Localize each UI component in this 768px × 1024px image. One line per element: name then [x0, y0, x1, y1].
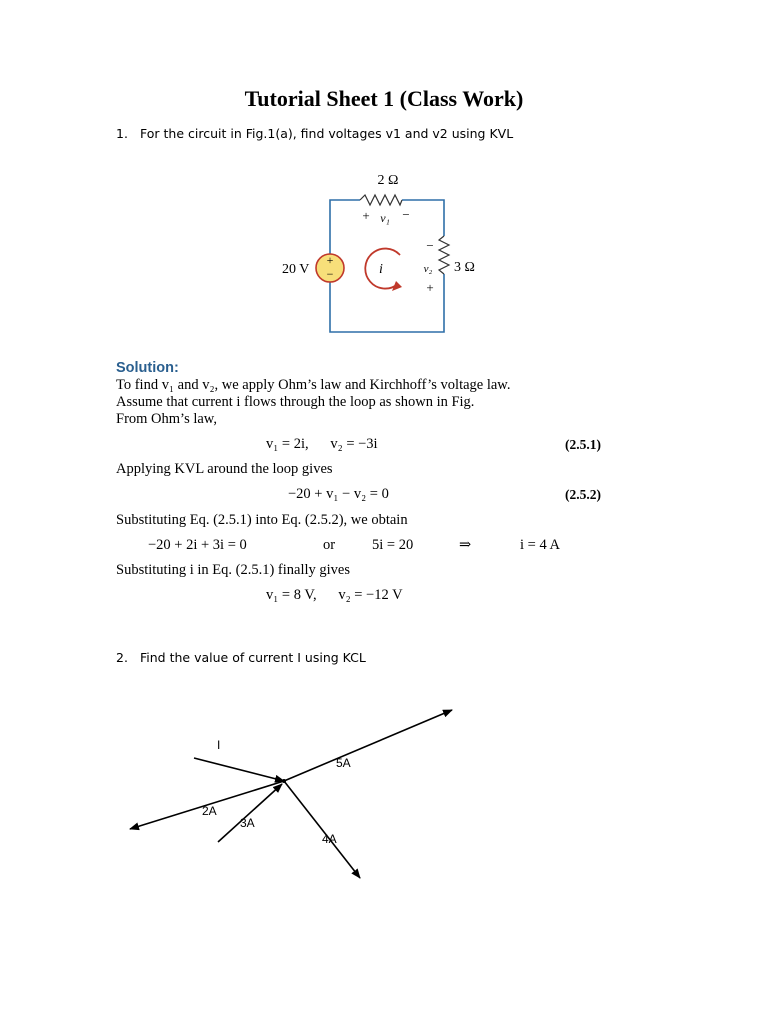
question-1 — [116, 126, 513, 141]
equation-3a: −20 + 2i + 3i = 0 — [148, 537, 247, 553]
implies-arrow: ⇒ — [459, 537, 472, 553]
solution-substitute-line: Substituting Eq. (2.5.1) into Eq. (2.5.2), we obtain — [116, 512, 408, 528]
source-label: 20 V — [282, 262, 310, 277]
branch-I — [194, 758, 284, 781]
v2-label: v₂ — [423, 263, 433, 275]
equation-2-5-2-number: (2.5.2) — [565, 487, 601, 502]
equation-3c: i = 4 A — [520, 537, 561, 553]
label-5A: 5A — [336, 756, 351, 770]
solution-line-3: From Ohm’s law, — [116, 411, 217, 427]
solution-line-2: Assume that current i flows through the loop as shown in Fig. — [116, 394, 475, 410]
kcl-diagram — [110, 690, 490, 890]
v2-top-sign: − — [426, 238, 434, 253]
source-minus: − — [326, 267, 334, 281]
label-3A: 3A — [240, 816, 255, 830]
question-2-number: 2. — [116, 650, 128, 665]
solution-heading: Solution: — [116, 360, 179, 376]
question-1-number: 1. — [116, 126, 128, 141]
question-2 — [116, 650, 366, 665]
circuit-diagram — [270, 160, 490, 340]
label-2A: 2A — [202, 804, 217, 818]
solution-kvl-line: Applying KVL around the loop gives — [116, 461, 333, 477]
label-4A: 4A — [322, 832, 337, 846]
question-2-text: Find the value of current I using KCL — [140, 650, 366, 665]
v1-label: v₁ — [380, 211, 390, 225]
solution-line-1: To find v₁ and v₂, we apply Ohm’s law and Kirchhoff’s voltage law. — [116, 377, 511, 393]
current-label: i — [379, 262, 383, 277]
v1-plus: + — [362, 208, 370, 223]
equation-2-5-1: v₁ = 2i, v₂ = −3i — [266, 436, 378, 452]
equation-3-or: or — [323, 537, 336, 553]
branch-3A — [218, 784, 282, 842]
v1-minus: − — [402, 207, 410, 222]
label-I: I — [217, 738, 221, 752]
r1-label: 2 Ω — [377, 173, 399, 188]
resistor-3ohm — [439, 236, 449, 274]
solution-intro — [116, 377, 636, 428]
question-1-text: For the circuit in Fig.1(a), find voltages v1 and v2 using KVL — [140, 126, 514, 141]
source-plus: + — [326, 253, 334, 267]
branch-5A — [284, 710, 452, 781]
resistor-2ohm — [360, 195, 402, 205]
solution-final-line: Substituting i in Eq. (2.5.1) finally gives — [116, 562, 351, 578]
r2-label: 3 Ω — [454, 260, 475, 275]
page-title: Tutorial Sheet 1 (Class Work) — [244, 86, 524, 111]
v2-bottom-sign: + — [426, 280, 434, 295]
equation-2-5-1-number: (2.5.1) — [565, 437, 601, 452]
equation-3b: 5i = 20 — [372, 537, 414, 553]
equation-2-5-2: −20 + v₁ − v₂ = 0 — [288, 486, 389, 502]
equation-final: v₁ = 8 V, v₂ = −12 V — [266, 587, 403, 603]
branch-4A — [284, 781, 360, 878]
kcl-node — [282, 779, 286, 783]
